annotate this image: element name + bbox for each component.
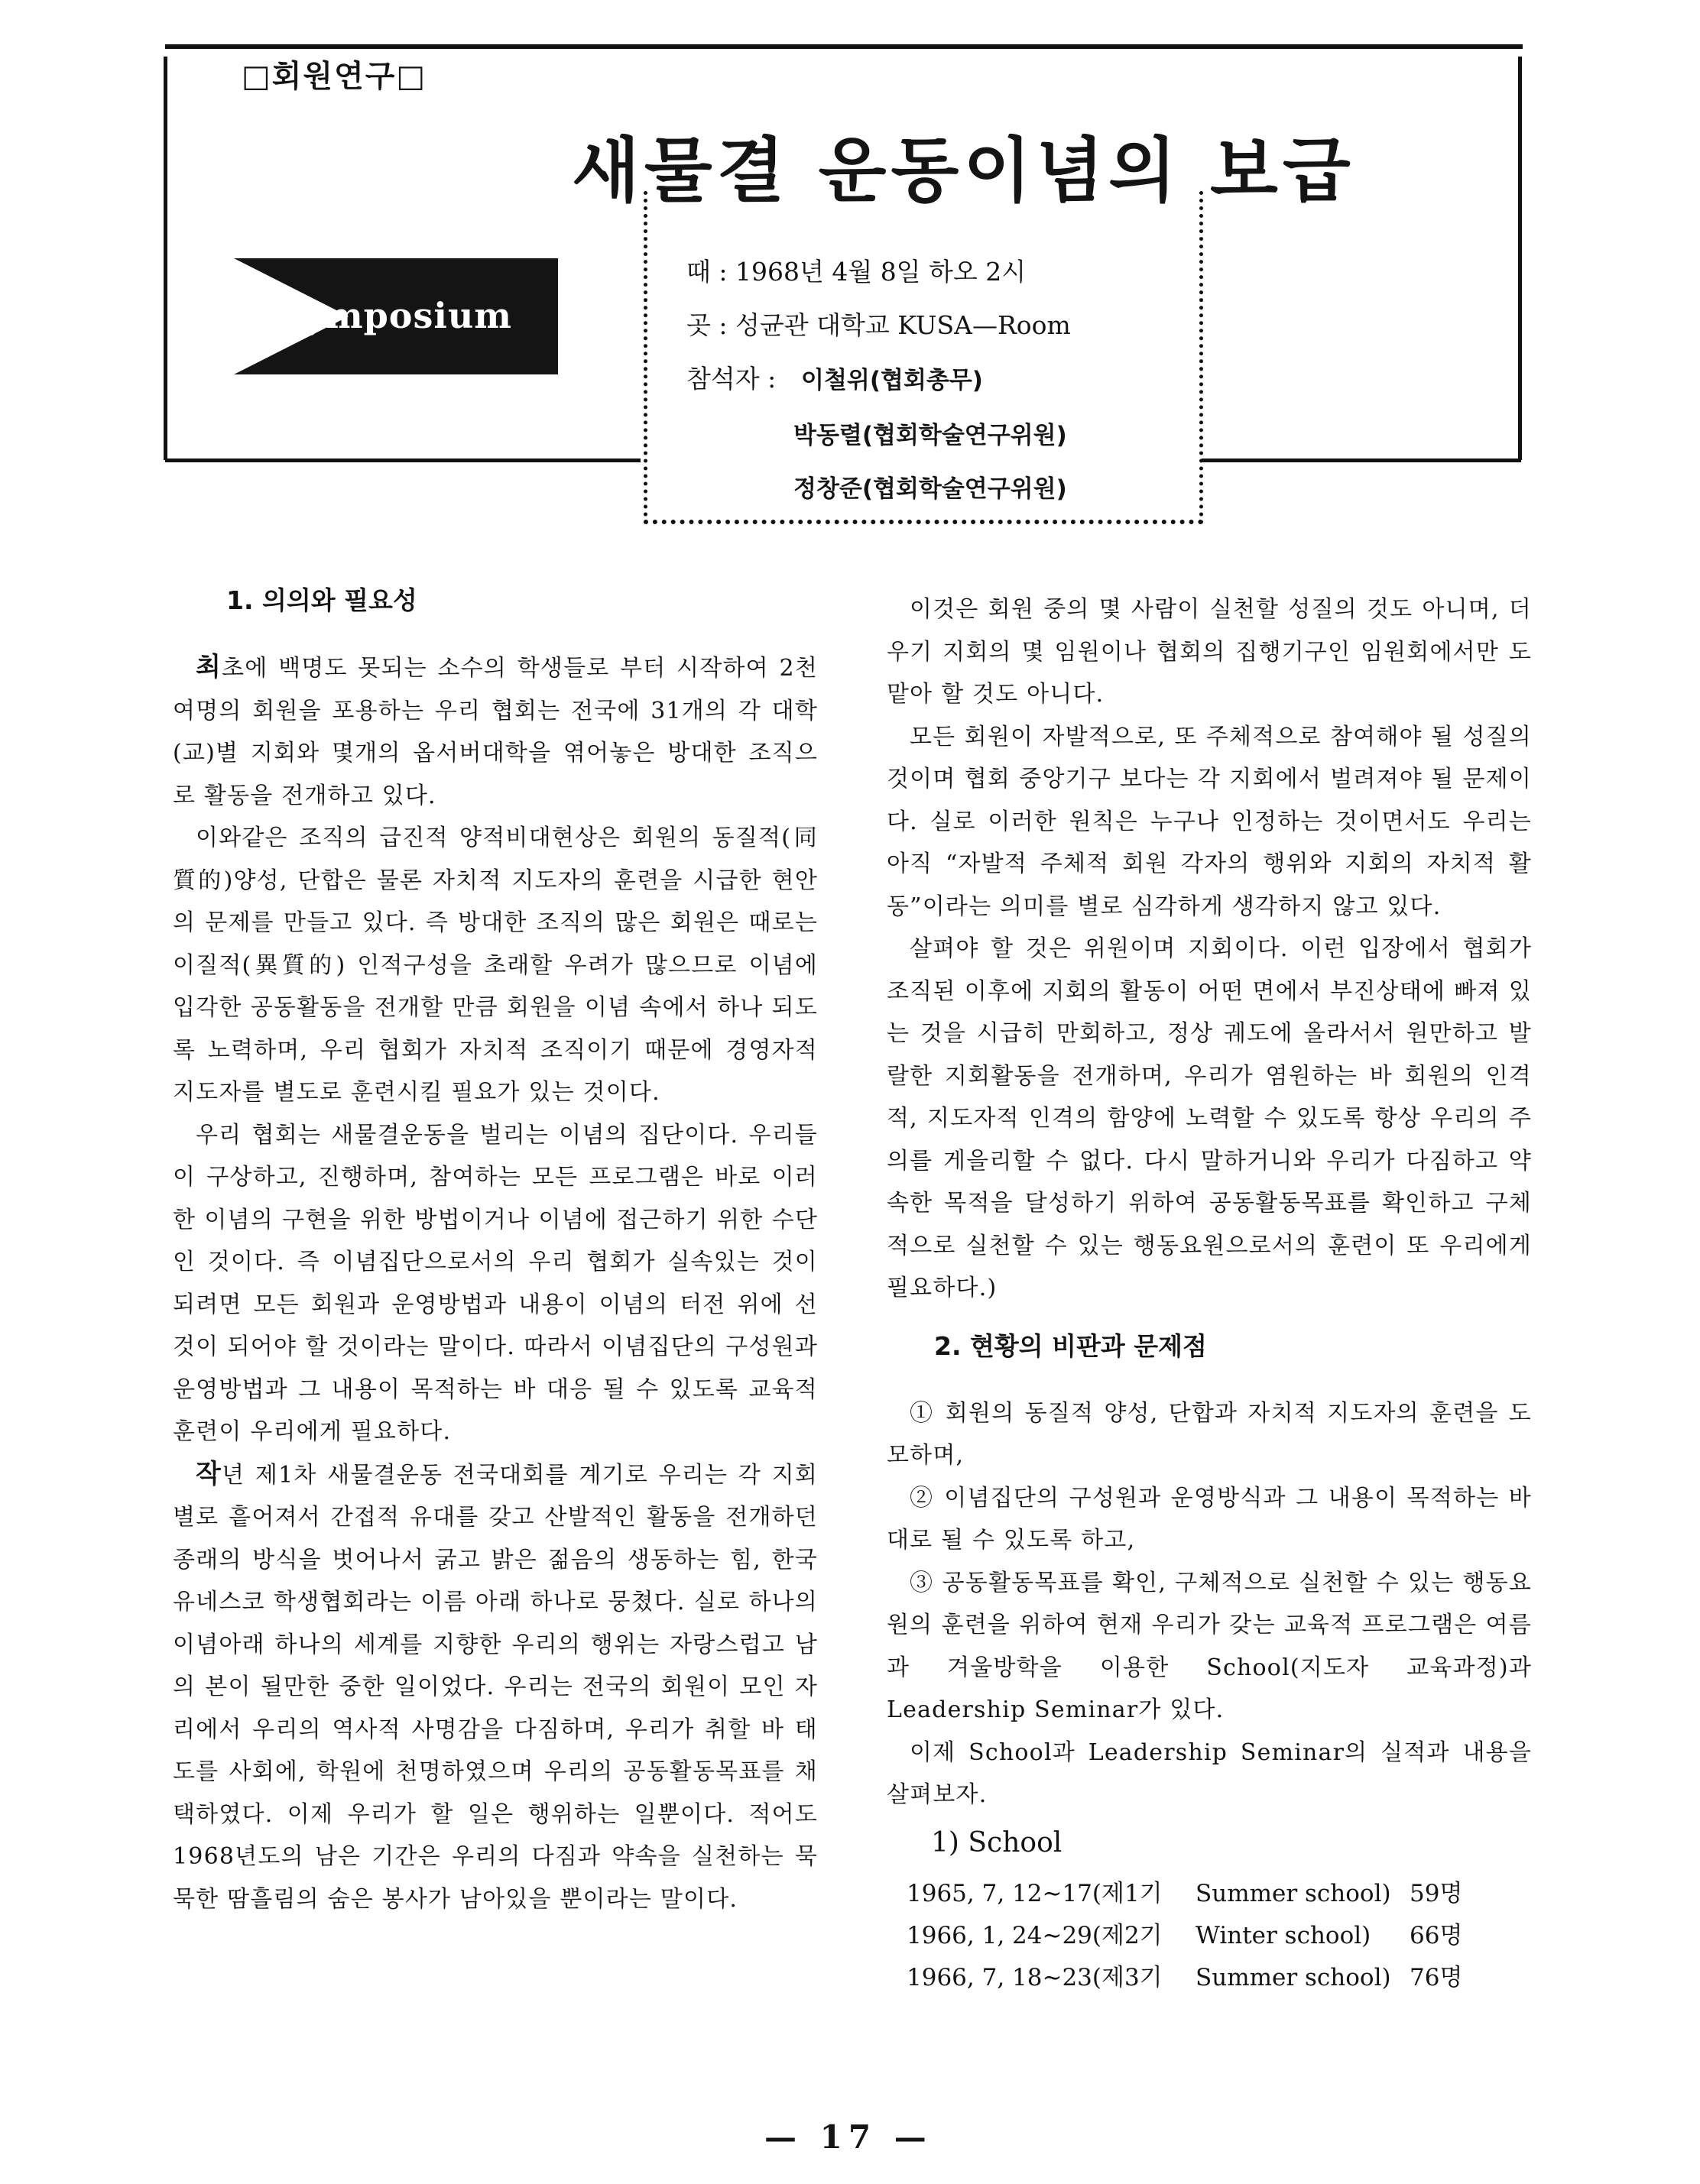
- schedule-row: [907, 1873, 1532, 1915]
- continued-paragraph-3: 살펴야 할 것은 위원이며 지회이다. 이런 입장에서 협회가 조직된 이후에 지회의 활동이 어떤 면에서 부진상태에 빠져 있는 것을 시급히 만회하고, 정상 궤도에 올라서서 원만하고 발랄한 지회활동을 전개하며, 우리가 염원하는 바 회원의 인격적, 지도자적 인격의 함양에 노력할 수 있도록 항상 우리의 주의를 게을리할 수 없다. 다시 말하거니와 우리가 다짐하고 약속한 목적을 달성하기 위하여 공동활동목표를 확인하고 구체적으로 실천할 수 있는 행동요원으로서의 훈련이 또 우리에게 필요하다.): [887, 935, 1532, 1301]
- schedule-name: Summer school): [1196, 1879, 1391, 1907]
- attendee-1: 이철위(협회총무): [801, 367, 983, 394]
- drop-lead-char: 작: [196, 1458, 222, 1489]
- schedule-row: [907, 1957, 1532, 1999]
- section-1-paragraph-2: [173, 817, 818, 1114]
- section-2-item-2: ② 이념집단의 구성원과 운영방식과 그 내용이 목적하는 바 대로 될 수 있도록 하고,: [887, 1484, 1532, 1554]
- school-subheading: 1) School: [931, 1826, 1062, 1858]
- section-2-closing: 이제 School과 Leadership Seminar의 실적과 내용을 살펴보자.: [887, 1738, 1532, 1808]
- section-1-paragraph-3: [173, 1114, 818, 1453]
- paragraph-text: 년 제1차 새물결운동 전국대회를 계기로 우리는 각 지회별로 흩어져서 간접적 유대를 갖고 산발적인 활동을 전개하던 종래의 방식을 벗어나서 굵고 밝은 젊음의 생동하는 힘, 한국 유네스코 학생협회라는 이름 아래 하나로 뭉쳤다. 실로 하나의 이념아래 하나의 세계를 지향한 우리의 행위는 자랑스럽고 남의 본이 될만한 중한 일이었다. 우리는 전국의 회원이 모인 자리에서 우리의 역사적 사명감을 다짐하며, 우리가 취할 바 태도를 사회에, 학원에 천명하였으며 우리의 공동활동목표를 채택하였다. 이제 우리가 할 일은 행위하는 일뿐이다. 적어도 1968년도의 남은 기간은 우리의 다짐과 약속을 실천하는 묵묵한 땀흘림의 숨은 봉사가 남아있을 뿐이라는 말이다.: [173, 1461, 818, 1913]
- paragraph-text: 우리 협회는 새물결운동을 벌리는 이념의 집단이다. 우리들이 구상하고, 진행하며, 참여하는 모든 프로그램은 바로 이러한 이념의 구현을 위한 방법이거나 이념에 접근하기 위한 수단인 것이다. 즉 이념집단으로서의 우리 협회가 실속있는 것이 되려면 모든 회원과 운영방법과 내용이 이념의 터전 위에 선 것이 되어야 할 것이라는 말이다. 따라서 이념집단의 구성원과 운영방법과 그 내용이 목적하는 바 대응 될 수 있도록 교육적 훈련이 우리에게 필요하다.: [173, 1121, 818, 1445]
- continued-paragraph-1: 이것은 회원 중의 몇 사람이 실천할 성질의 것도 아니며, 더우기 지회의 몇 임원이나 협회의 집행기구인 임원회에서만 도맡아 할 것도 아니다.: [887, 596, 1532, 708]
- schedule-dates: 1965, 7, 12∼17(제1기: [907, 1879, 1163, 1907]
- schedule-dates: 1966, 1, 24∼29(제2기: [907, 1921, 1163, 1949]
- header-frame-top: [165, 44, 1523, 49]
- paragraph-text: 초에 백명도 못되는 소수의 학생들로 부터 시작하여 2천여명의 회원을 포용하는 우리 협회는 전국에 31개의 각 대학(교)별 지회와 몇개의 옵서버대학을 엮어놓은 방대한 조직으로 활동을 전개하고 있다.: [173, 655, 818, 809]
- date-line: 때 : 1968년 4월 8일 하오 2시: [686, 257, 1027, 287]
- place-line: 곳 : 성균관 대학교 KUSA—Room: [686, 310, 1071, 340]
- schedule-name: Summer school): [1196, 1963, 1391, 1991]
- attendees-label: 참석자 :: [686, 364, 777, 394]
- attendee-2: 박동렬(협회학술연구위원): [793, 422, 1067, 449]
- schedule-dates: 1966, 7, 18∼23(제3기: [907, 1963, 1163, 1991]
- page-title: 새물결 운동이념의 보급: [572, 130, 1355, 212]
- schedule-count: 66명: [1410, 1921, 1463, 1949]
- continued-paragraph-2: 모든 회원이 자발적으로, 또 주체적으로 참여해야 될 성질의 것이며 협회 중앙기구 보다는 각 지회에서 벌려져야 될 문제이다. 실로 이러한 원칙은 누구나 인정하는 것이면서도 우리는 아직 “자발적 주체적 회원 각자의 행위와 지회의 자치적 활동”이라는 의미를 별로 심각하게 생각하지 않고 있다.: [887, 723, 1532, 920]
- drop-lead-char: 최: [196, 652, 222, 682]
- attendee-3: 정창준(협회학술연구위원): [793, 475, 1067, 503]
- section-1-paragraph-4: [173, 1453, 818, 1921]
- schedule-count: 76명: [1410, 1963, 1463, 1991]
- section-tag: □회원연구□: [242, 59, 427, 94]
- section-1-paragraph-1: [173, 646, 818, 817]
- page-number: — 17 —: [764, 2118, 933, 2156]
- symposium-label: Symposium: [278, 295, 512, 336]
- section-2-item-3: ③ 공동활동목표를 확인, 구체적으로 실천할 수 있는 행동요원의 훈련을 위하여 현재 우리가 갖는 교육적 프로그램은 여름과 겨울방학을 이용한 School(지도자 교육과정)과 Leadership Seminar가 있다.: [887, 1569, 1532, 1723]
- paragraph-text: 이와같은 조직의 급진적 양적비대현상은 회원의 동질적(同質的)양성, 단합은 물론 자치적 지도자의 훈련을 시급한 현안의 문제를 만들고 있다. 즉 방대한 조직의 많은 회원은 때로는 이질적(異質的) 인적구성을 초래할 우려가 많으므로 이념에 입각한 공동활동을 전개할 만큼 회원을 이념 속에서 하나 되도록 노력하며, 우리 협회가 자치적 조직이기 때문에 경영자적 지도자를 별도로 훈련시킬 필요가 있는 것이다.: [173, 825, 818, 1106]
- schedule-row: [907, 1915, 1532, 1957]
- right-column: [887, 588, 1532, 1999]
- schedule-count: 59명: [1410, 1879, 1463, 1907]
- left-column: [173, 581, 818, 1920]
- section-2-heading: 2. 현황의 비판과 문제점: [934, 1330, 1207, 1361]
- header-frame-left: [164, 57, 167, 460]
- section-1-heading: 1. 의의와 필요성: [226, 585, 417, 615]
- header-frame-right: [1518, 57, 1522, 460]
- header-frame-bottom-left: [165, 459, 641, 462]
- header-frame-bottom-right: [1202, 459, 1521, 462]
- schedule-name: Winter school): [1196, 1921, 1371, 1949]
- section-2-item-1: ① 회원의 동질적 양성, 단합과 자치적 지도자의 훈련을 도모하며,: [887, 1399, 1532, 1469]
